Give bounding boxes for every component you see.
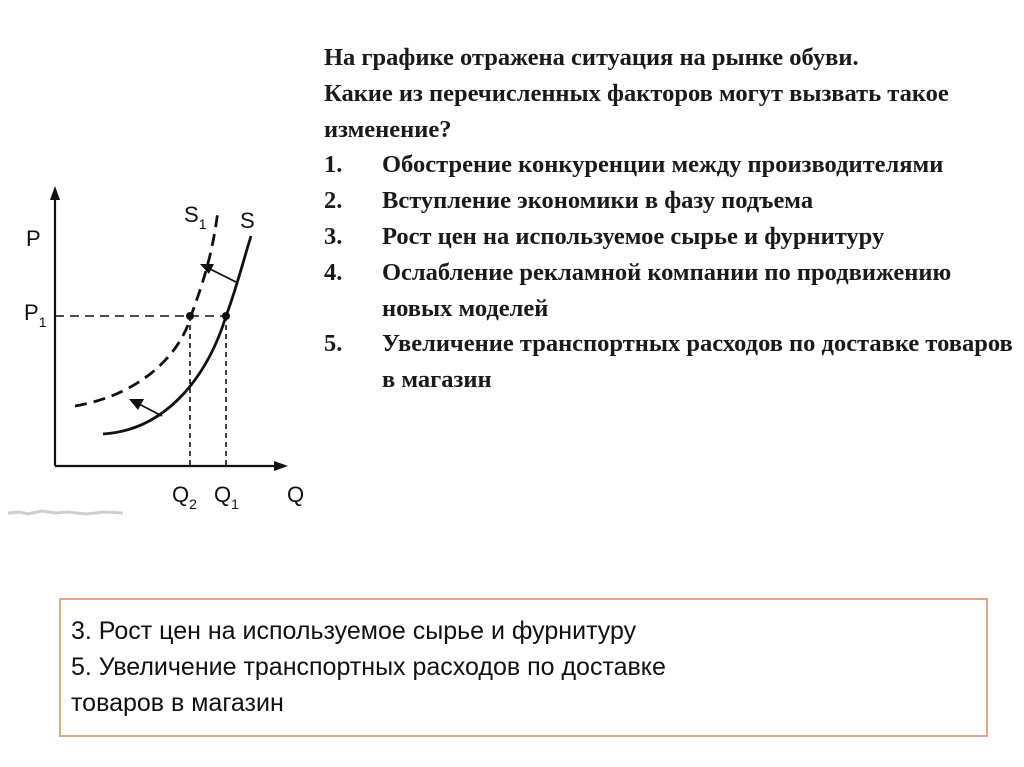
- answer-line-1: 3. Рост цен на используемое сырье и фурнитуру: [71, 617, 637, 645]
- option-text: Увеличение транспортных расходов по доставке товаров в магазин: [382, 330, 1013, 394]
- option-text: Вступление экономики в фазу подъема: [382, 187, 814, 215]
- option-text: Обострение конкуренции между производителями: [382, 151, 944, 179]
- curve-label-s: S: [240, 208, 255, 233]
- answer-line-2: 5. Увеличение транспортных расходов по доставке: [71, 653, 666, 681]
- curve-label-s1: $S_1$: [184, 202, 207, 232]
- option-item: [324, 326, 1014, 398]
- option-item: [324, 219, 1014, 255]
- question-intro: На графике отражена ситуация на рынке обуви.: [324, 44, 859, 71]
- answer-line-3: товаров в магазин: [71, 689, 284, 717]
- question-block: [324, 40, 1014, 398]
- equilibrium-point-s1: [186, 312, 194, 320]
- x-axis-arrow: [274, 461, 288, 471]
- option-number: 1.: [324, 151, 343, 179]
- shift-arrow-upper: [208, 268, 236, 282]
- options-list: [324, 147, 1014, 398]
- supply-shift-graph: [0, 170, 320, 530]
- option-text: Ослабление рекламной компании по продвижению новых моделей: [382, 258, 952, 322]
- option-number: 2.: [324, 187, 343, 215]
- supply-curve-s: [103, 236, 251, 434]
- option-item: [324, 183, 1014, 219]
- q1-label: $Q_1$: [214, 482, 239, 512]
- option-number: 4.: [324, 258, 343, 286]
- question-prompt: Какие из перечисленных факторов могут вызвать такое изменение?: [324, 79, 949, 143]
- answer-box: [59, 598, 988, 737]
- option-item: [324, 255, 1014, 327]
- q2-label: $Q_2$: [172, 482, 197, 512]
- x-axis-label: Q: [287, 482, 305, 507]
- option-item: [324, 147, 1014, 183]
- option-number: 5.: [324, 330, 343, 358]
- scan-artifact: [8, 508, 123, 516]
- option-text: Рост цен на используемое сырье и фурнитуру: [382, 222, 885, 250]
- equilibrium-point-s: [222, 312, 230, 320]
- y-axis-label: P: [26, 226, 41, 251]
- y-axis-arrow: [50, 186, 60, 200]
- price-label: $P_1$: [24, 300, 47, 330]
- option-number: 3.: [324, 222, 343, 250]
